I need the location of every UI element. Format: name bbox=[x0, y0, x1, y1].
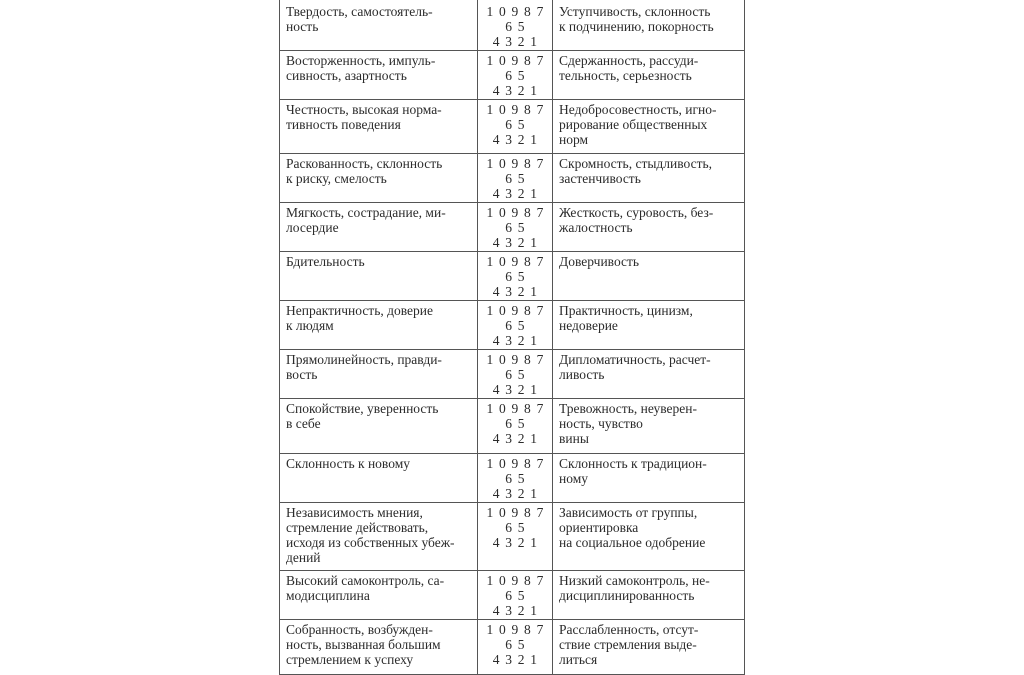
right-pole: Расслабленность, отсут- ствие стремления выде- литься bbox=[553, 620, 745, 675]
right-pole: Дипломатичность, расчет- ливость bbox=[553, 350, 745, 399]
left-pole: Бдительность bbox=[280, 252, 478, 301]
right-pole: Уступчивость, склонность к подчинению, покорность bbox=[553, 0, 745, 51]
table-row bbox=[280, 252, 745, 301]
rating-scale: 1 0 9 8 7 6 5 4 3 2 1 bbox=[478, 350, 553, 399]
rating-scale: 1 0 9 8 7 6 5 4 3 2 1 bbox=[478, 301, 553, 350]
left-pole: Раскованность, склонность к риску, смелость bbox=[280, 154, 478, 203]
left-pole: Высокий самоконтроль, са- модисциплина bbox=[280, 571, 478, 620]
rating-scale: 1 0 9 8 7 6 5 4 3 2 1 bbox=[478, 399, 553, 454]
right-pole: Тревожность, неуверен- ность, чувство вины bbox=[553, 399, 745, 454]
rating-scale: 1 0 9 8 7 6 5 4 3 2 1 bbox=[478, 154, 553, 203]
right-pole: Жесткость, суровость, без- жалостность bbox=[553, 203, 745, 252]
right-pole: Зависимость от группы, ориентировка на социальное одобрение bbox=[553, 503, 745, 571]
left-pole: Независимость мнения, стремление действовать, исходя из собственных убеж- дений bbox=[280, 503, 478, 571]
rating-scale: 1 0 9 8 7 6 5 4 3 2 1 bbox=[478, 203, 553, 252]
document-page bbox=[279, 0, 747, 667]
table-row bbox=[280, 399, 745, 454]
rating-scale: 1 0 9 8 7 6 5 4 3 2 1 bbox=[478, 454, 553, 503]
right-pole: Сдержанность, рассуди- тельность, серьезность bbox=[553, 51, 745, 100]
table-row bbox=[280, 454, 745, 503]
left-pole: Восторженность, импуль- сивность, азартность bbox=[280, 51, 478, 100]
table-row bbox=[280, 301, 745, 350]
left-pole: Твердость, самостоятель- ность bbox=[280, 0, 478, 51]
left-pole: Мягкость, сострадание, ми- лосердие bbox=[280, 203, 478, 252]
table-row bbox=[280, 100, 745, 154]
left-pole: Спокойствие, уверенность в себе bbox=[280, 399, 478, 454]
table-row bbox=[280, 0, 745, 51]
table-row bbox=[280, 203, 745, 252]
right-pole: Низкий самоконтроль, не- дисциплинированность bbox=[553, 571, 745, 620]
table-row bbox=[280, 571, 745, 620]
right-pole: Скромность, стыдливость, застенчивость bbox=[553, 154, 745, 203]
right-pole: Склонность к традицион- ному bbox=[553, 454, 745, 503]
left-pole: Склонность к новому bbox=[280, 454, 478, 503]
rating-scale: 1 0 9 8 7 6 5 4 3 2 1 bbox=[478, 252, 553, 301]
table-row bbox=[280, 503, 745, 571]
rating-scale: 1 0 9 8 7 6 5 4 3 2 1 bbox=[478, 620, 553, 675]
table-row bbox=[280, 620, 745, 675]
table-row bbox=[280, 154, 745, 203]
rating-scale: 1 0 9 8 7 6 5 4 3 2 1 bbox=[478, 0, 553, 51]
rating-scale: 1 0 9 8 7 6 5 4 3 2 1 bbox=[478, 100, 553, 154]
left-pole: Прямолинейность, правди- вость bbox=[280, 350, 478, 399]
left-pole: Непрактичность, доверие к людям bbox=[280, 301, 478, 350]
rating-scale: 1 0 9 8 7 6 5 4 3 2 1 bbox=[478, 51, 553, 100]
left-pole: Собранность, возбужден- ность, вызванная большим стремлением к успеху bbox=[280, 620, 478, 675]
table-row bbox=[280, 51, 745, 100]
right-pole: Доверчивость bbox=[553, 252, 745, 301]
left-pole: Честность, высокая норма- тивность поведения bbox=[280, 100, 478, 154]
right-pole: Практичность, цинизм, недоверие bbox=[553, 301, 745, 350]
rating-scale: 1 0 9 8 7 6 5 4 3 2 1 bbox=[478, 571, 553, 620]
rating-scale: 1 0 9 8 7 6 5 4 3 2 1 bbox=[478, 503, 553, 571]
table-row bbox=[280, 350, 745, 399]
right-pole: Недобросовестность, игно- рирование общественных норм bbox=[553, 100, 745, 154]
